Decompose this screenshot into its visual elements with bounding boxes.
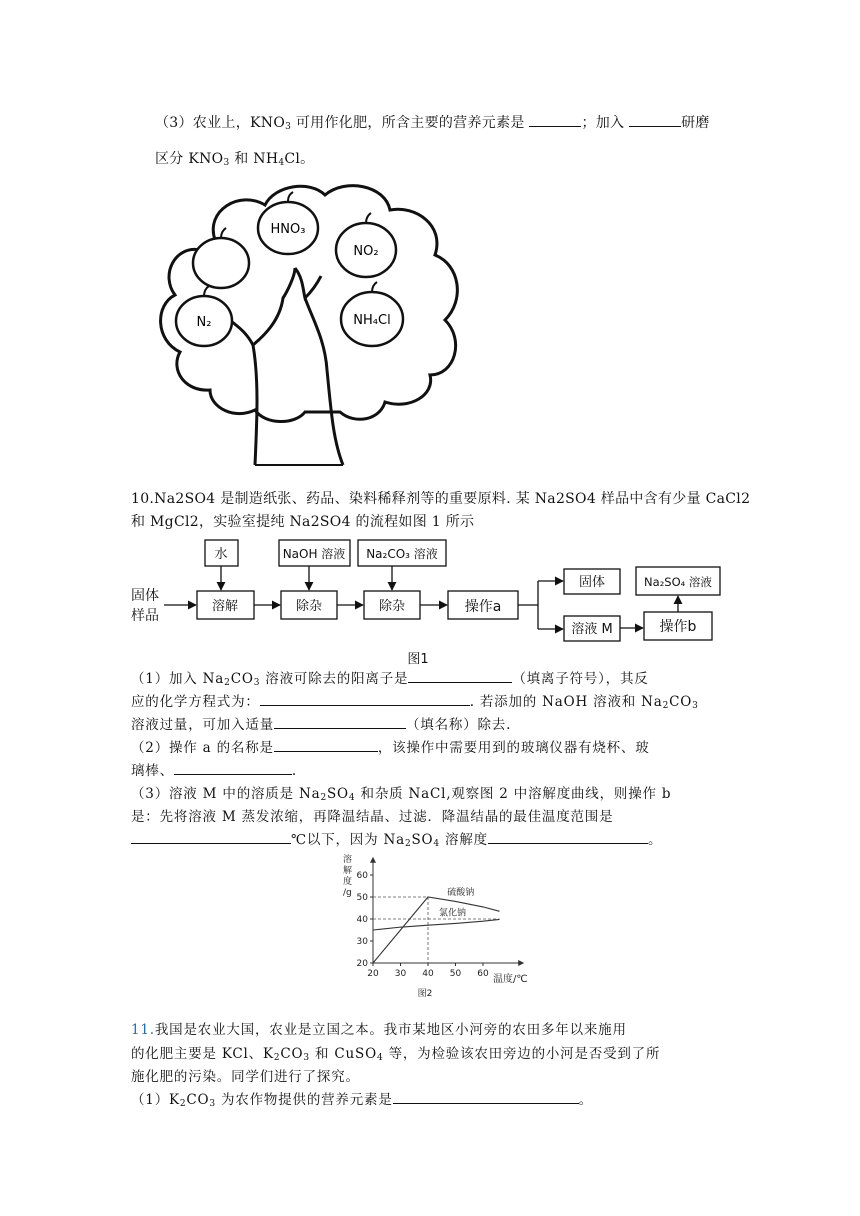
q10-p3-line2: 是：先将溶液 M 蒸发浓缩，再降温结晶、过滤．降温结晶的最佳温度范围是 xyxy=(131,809,614,825)
q10-p3-line1: （3）溶液 M 中的溶质是 $Na_2SO_4$ 和杂质 NaCl,观察图 2 中溶解度曲线，则操作 b xyxy=(131,786,672,803)
y-tick-label: 20 xyxy=(356,959,368,969)
x-tick-label: 60 xyxy=(477,969,489,979)
q10-p1-line1: （1）加入 $Na_2CO_3$ 溶液可除去的阳离子是 （填离子符号），其反 xyxy=(131,668,649,694)
answer-blank-nutrient[interactable] xyxy=(529,112,581,127)
apple-tree-figure xyxy=(155,180,475,470)
apple-n2 xyxy=(176,286,232,346)
svg-text:溶液 M: 溶液 M xyxy=(571,622,613,637)
q11-line3: 施化肥的污染。同学们进行了探究。 xyxy=(131,1069,360,1085)
y-axis-label-1: 溶 xyxy=(343,855,353,865)
q11-line1: 11.我国是农业大国，农业是立国之本。我市某地区小河旁的农田多年以来施用 xyxy=(131,1022,627,1038)
svg-text:NO₂: NO₂ xyxy=(353,244,379,259)
q10-p2-line1: （2）操作 a 的名称是 ，该操作中需要用到的玻璃仪器有烧杯、玻 xyxy=(131,737,650,759)
series-line-na2so4 xyxy=(373,897,500,963)
apple-no2 xyxy=(336,213,396,277)
y-tick-label: 50 xyxy=(356,893,368,903)
q10-intro-line2: 和 MgCl2，实验室提纯 Na2SO4 的流程如图 1 所示 xyxy=(131,514,475,530)
answer-blank-reagent[interactable] xyxy=(629,112,681,127)
q10-intro-line1: 10.Na2SO4 是制造纸张、药品、染料稀释剂等的重要原料. 某 Na2SO4 样品中含有少量 CaCl2 xyxy=(131,491,751,507)
svg-text:样品: 样品 xyxy=(131,608,159,624)
tree-trunk xyxy=(230,268,343,465)
svg-text:图1: 图1 xyxy=(407,652,429,666)
q11-line4: $(1)K_2CO_3$ 为农作物提供的营养元素是 。 xyxy=(131,1089,593,1115)
svg-text:HNO₃: HNO₃ xyxy=(270,222,306,237)
q10-p3-line3: ℃以下，因为 $Na_2SO_4$ 溶解度 。 xyxy=(131,829,662,855)
y-axis-label-3: 度 xyxy=(343,877,353,887)
svg-text:固体: 固体 xyxy=(131,588,159,604)
series-label-na2so4: 硫酸钠 xyxy=(447,887,475,898)
flowchart-figure1 xyxy=(128,536,728,666)
svg-text:NaOH 溶液: NaOH 溶液 xyxy=(282,547,346,561)
q9-line1: （3）农业上，$KNO_3$ 可用作化肥，所含主要的营养元素是 ；加入 研磨 xyxy=(155,112,710,138)
q10-p1-line2: 应的化学方程式为： . 若添加的 NaOH 溶液和 $Na_2CO_3$ xyxy=(131,691,699,717)
series-label-nacl: 氯化钠 xyxy=(439,908,467,919)
svg-text:除杂: 除杂 xyxy=(295,599,323,614)
chart-caption: 图2 xyxy=(417,989,433,999)
svg-text:NH₄Cl: NH₄Cl xyxy=(353,313,391,328)
q9-line2: 区分 $KNO_3$ 和 $NH_4Cl$。 xyxy=(155,151,315,168)
y-tick-label: 40 xyxy=(356,915,368,925)
x-tick-label: 20 xyxy=(367,969,379,979)
apple-empty xyxy=(193,228,249,288)
svg-text:除杂: 除杂 xyxy=(378,599,406,614)
svg-text:Na₂SO₄ 溶液: Na₂SO₄ 溶液 xyxy=(644,575,712,589)
solubility-chart-figure2 xyxy=(335,850,545,1002)
x-tick-label: 40 xyxy=(422,969,434,979)
x-axis-label: 温度/℃ xyxy=(493,974,528,985)
q10-p2-line2: 璃棒、 . xyxy=(131,760,297,782)
svg-text:操作a: 操作a xyxy=(464,599,502,615)
svg-text:固体: 固体 xyxy=(578,575,606,590)
answer-blank-solubility-reason[interactable] xyxy=(488,829,648,844)
y-tick-label: 30 xyxy=(356,937,368,947)
answer-blank-equation[interactable] xyxy=(260,691,470,706)
y-axis-label-2: 解 xyxy=(343,866,353,876)
q11-line2: 的化肥主要是 KCl、$K_2CO_3$ 和 CuSO$_4$ 等，为检验该农田旁边的小河是否受到了所 xyxy=(131,1046,661,1063)
answer-blank-op-a[interactable] xyxy=(274,737,378,752)
svg-text:Na₂CO₃ 溶液: Na₂CO₃ 溶液 xyxy=(366,547,438,561)
answer-blank-cation[interactable] xyxy=(408,668,512,683)
svg-text:N₂: N₂ xyxy=(196,315,212,330)
answer-blank-temperature[interactable] xyxy=(131,829,291,844)
q10-p1-line3: 溶液过量，可加入适量 （填名称）除去. xyxy=(131,714,511,736)
apple-nh4cl xyxy=(341,282,403,346)
answer-blank-k2co3-nutrient[interactable] xyxy=(393,1089,579,1104)
answer-blank-reagent-name[interactable] xyxy=(274,714,406,729)
x-tick-label: 30 xyxy=(394,969,407,979)
series-line-nacl xyxy=(373,919,500,930)
y-tick-label: 60 xyxy=(356,871,368,881)
svg-text:操作b: 操作b xyxy=(659,619,697,635)
y-axis-label-4: /g xyxy=(343,888,352,898)
svg-text:水: 水 xyxy=(214,547,228,562)
answer-blank-glassware[interactable] xyxy=(174,760,292,775)
svg-text:溶解: 溶解 xyxy=(211,599,239,614)
x-tick-label: 50 xyxy=(449,969,462,979)
